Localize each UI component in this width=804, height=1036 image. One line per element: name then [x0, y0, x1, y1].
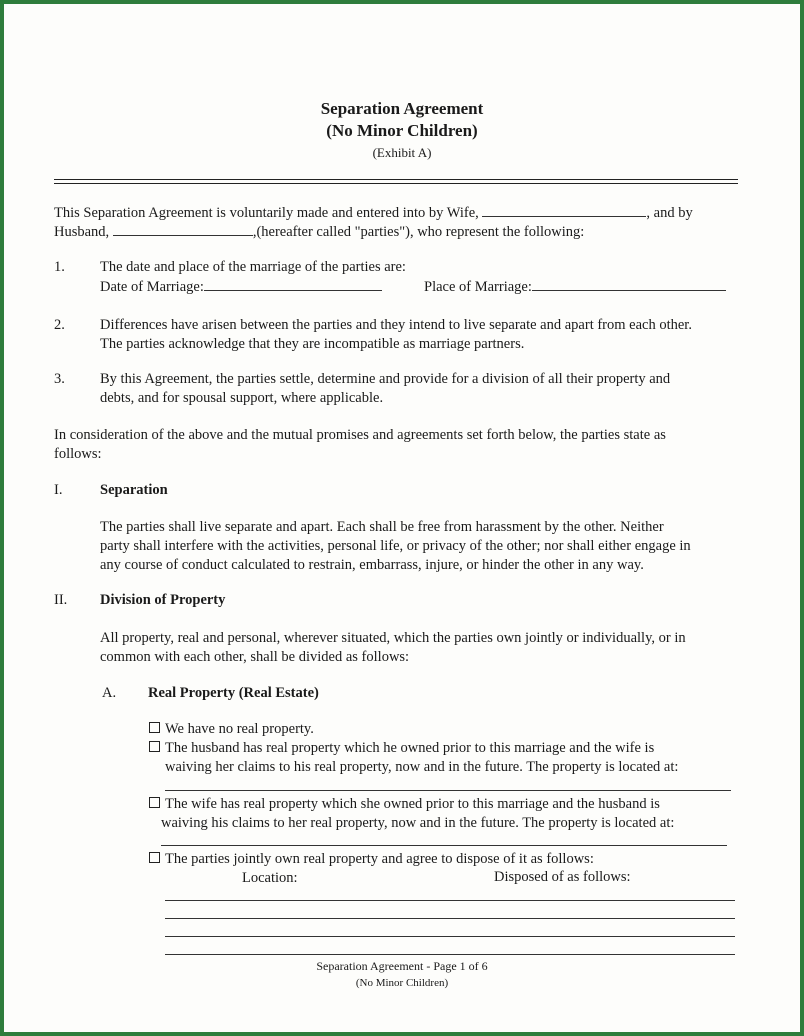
exhibit-label: (Exhibit A) — [372, 145, 432, 160]
section-2-line-2: common with each other, shall be divided as follows: — [100, 649, 410, 665]
option-husband-property-line-2: waiving her claims to his real property, now and in the future. The property is located at: — [165, 759, 679, 775]
intro-and-by-text: , and by — [646, 205, 693, 221]
document-subtitle: (No Minor Children) — [326, 121, 478, 140]
husband-property-location-blank[interactable] — [165, 790, 731, 791]
place-of-marriage-row — [424, 278, 726, 296]
section-1-line-2: party shall interfere with the activities, personal life, or privacy of the other; nor shall either engage in — [100, 538, 691, 554]
checkbox-no-real-property[interactable] — [149, 722, 160, 733]
option-no-real-property-label: We have no real property. — [165, 721, 314, 737]
option-husband-property — [149, 740, 654, 757]
footer-subtitle: (No Minor Children) — [355, 977, 449, 989]
option-wife-property — [149, 796, 660, 813]
consideration-line-2: follows: — [54, 446, 102, 462]
item-3-number: 3. — [54, 371, 65, 387]
location-column-label: Location: — [242, 870, 298, 886]
option-joint-property — [149, 851, 594, 868]
item-1-text: The date and place of the marriage of the parties are: — [100, 259, 406, 275]
wife-name-blank[interactable] — [482, 204, 646, 217]
item-1-number: 1. — [54, 259, 65, 275]
item-2-number: 2. — [54, 317, 65, 333]
document-title: Separation Agreement — [320, 99, 484, 118]
intro-husband-text: Husband, — [54, 224, 110, 240]
section-1-numeral: I. — [54, 482, 63, 498]
joint-property-blank-1[interactable] — [165, 900, 735, 901]
section-2-numeral: II. — [54, 592, 68, 608]
wife-property-location-blank[interactable] — [161, 845, 727, 846]
date-of-marriage-blank[interactable] — [204, 278, 382, 291]
subsection-a-heading: Real Property (Real Estate) — [148, 685, 319, 701]
header-rule-bottom — [54, 183, 738, 184]
joint-property-blank-2[interactable] — [165, 918, 735, 919]
joint-property-blank-4[interactable] — [165, 954, 735, 955]
footer-page-number: Separation Agreement - Page 1 of 6 — [316, 959, 488, 973]
section-2-line-1: All property, real and personal, wherever situated, which the parties own jointly or individually, or in — [100, 630, 686, 646]
option-joint-property-label: The parties jointly own real property and agree to dispose of it as follows: — [165, 851, 594, 867]
option-husband-property-line-1: The husband has real property which he owned prior to this marriage and the wife is — [165, 740, 655, 756]
document-page — [4, 4, 800, 1032]
section-2-heading: Division of Property — [100, 592, 226, 608]
intro-parties-text: ,(hereafter called "parties"), who represent the following: — [252, 224, 585, 240]
item-3-line-1: By this Agreement, the parties settle, determine and provide for a division of all their property and — [100, 371, 671, 387]
subsection-a-letter: A. — [102, 685, 117, 701]
section-1-heading: Separation — [100, 482, 168, 498]
item-2-line-2: The parties acknowledge that they are incompatible as marriage partners. — [100, 336, 525, 352]
checkbox-wife-property[interactable] — [149, 797, 160, 808]
intro-line-1 — [54, 204, 693, 222]
option-no-real-property — [149, 721, 314, 738]
disposed-column-label: Disposed of as follows: — [494, 869, 631, 885]
section-1-line-1: The parties shall live separate and apart. Each shall be free from harassment by the other. Neither — [100, 519, 664, 535]
item-3-line-2: debts, and for spousal support, where applicable. — [100, 390, 384, 406]
section-1-line-3: any course of conduct calculated to restrain, embarrass, injure, or hinder the other in any way. — [100, 557, 644, 573]
checkbox-joint-property[interactable] — [149, 852, 160, 863]
option-wife-property-line-1: The wife has real property which she owned prior to this marriage and the husband is — [165, 796, 660, 812]
checkbox-husband-property[interactable] — [149, 741, 160, 752]
intro-line-2 — [54, 223, 584, 241]
consideration-line-1: In consideration of the above and the mutual promises and agreements set forth below, the parties state as — [54, 427, 666, 443]
joint-property-blank-3[interactable] — [165, 936, 735, 937]
place-of-marriage-label: Place of Marriage: — [424, 279, 532, 295]
date-of-marriage-label: Date of Marriage: — [100, 279, 204, 295]
option-wife-property-line-2: waiving his claims to her real property, now and in the future. The property is located at: — [161, 815, 675, 831]
place-of-marriage-blank[interactable] — [532, 278, 726, 291]
intro-wife-text: This Separation Agreement is voluntarily made and entered into by Wife, — [54, 205, 479, 221]
item-2-line-1: Differences have arisen between the parties and they intend to live separate and apart from each other. — [100, 317, 692, 333]
husband-name-blank[interactable] — [113, 223, 253, 236]
date-of-marriage-row — [100, 278, 382, 296]
header-rule-top — [54, 179, 738, 180]
